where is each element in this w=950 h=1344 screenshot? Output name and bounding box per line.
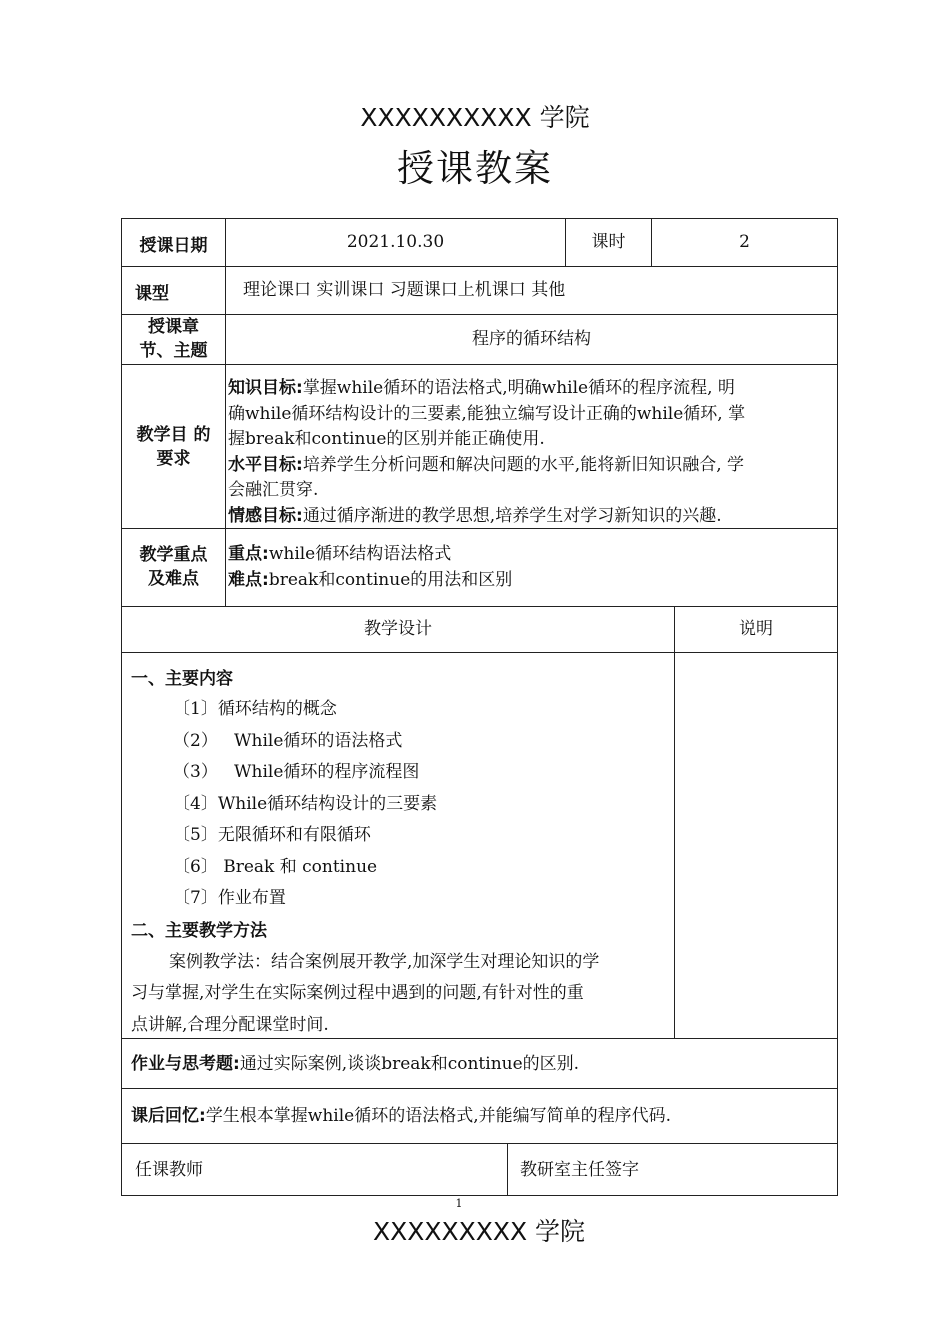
objectives-content: 知识目标:掌握while循环的语法格式,明确while循环的程序流程, 明 确while循环结构设计的三要素,能独立编写设计正确的while循环, 掌 握break和continue的区别并能正确使用. 水平目标:培养学生分析问题和解决问题的水平,能将新旧知识融合, 学 会融汇贯穿. 情感目标:通过循序渐进的教学思想,培养学生对学习新知识的兴趣. [228, 378, 746, 526]
list-item: 〔5〕无限循环和有限循环 [173, 825, 371, 845]
page-number: 1 [455, 1197, 463, 1210]
footer-institution-name: XXXXXXXXX 学院 [372, 1217, 586, 1246]
review-row: 课后回忆:学生根本掌握while循环的语法格式,并能编写简单的程序代码. [131, 1106, 672, 1126]
level-goal-label: 水平目标: [228, 454, 303, 475]
list-item: 〔1〕循环结构的概念 [173, 699, 337, 719]
institution-name: XXXXXXXXXX 学院 [360, 103, 590, 132]
knowledge-goal-label: 知识目标: [228, 378, 303, 398]
content-list [131, 694, 676, 915]
list-item: （2） While循环的语法格式 [173, 730, 403, 751]
date-value: 2021.10.30 [346, 232, 445, 252]
course-type-label: 课型 [135, 284, 169, 304]
key-points-content: 重点:while循环结构语法格式 难点:break和continue的用法和区别 [228, 544, 513, 590]
chapter-label: 授课章 节、主题 [139, 317, 208, 361]
notes-header: 说明 [739, 619, 773, 639]
hours-label: 课时 [591, 232, 626, 252]
course-type-options: 理论课口 实训课口 习题课口上机课口 其他 [243, 280, 566, 300]
method-title: 二、主要教学方法 [131, 920, 267, 941]
homework-row: 作业与思考题:通过实际案例,谈谈break和continue的区别. [131, 1054, 580, 1074]
director-signature-label: 教研室主任签字 [520, 1160, 639, 1180]
main-content-title: 一、主要内容 [131, 669, 233, 689]
list-item: 〔4〕While循环结构设计的三要素 [173, 793, 438, 814]
objectives-label: 教学目 的 要求 [136, 425, 211, 469]
teaching-design-header: 教学设计 [364, 619, 432, 639]
page-title: 授课教案 [397, 147, 553, 190]
date-label: 授课日期 [139, 236, 208, 256]
list-item: 〔7〕作业布置 [173, 888, 286, 908]
hours-value: 2 [739, 232, 750, 252]
teacher-signature-label: 任课教师 [135, 1160, 203, 1180]
key-points-label: 教学重点 及难点 [139, 545, 208, 589]
teaching-design-content [131, 664, 676, 1041]
chapter-topic: 程序的循环结构 [472, 329, 591, 349]
list-item: （3） While循环的程序流程图 [173, 762, 420, 782]
list-item: 〔6〕 Break 和 continue [173, 856, 378, 877]
emotion-goal-label: 情感目标: [228, 505, 303, 526]
method-text: 案例教学法：结合案例展开教学,加深学生对理论知识的学 习与掌握,对学生在实际案例过程中遇到的问题,有针对性的重 点讲解,合理分配课堂时间. [131, 951, 600, 1035]
